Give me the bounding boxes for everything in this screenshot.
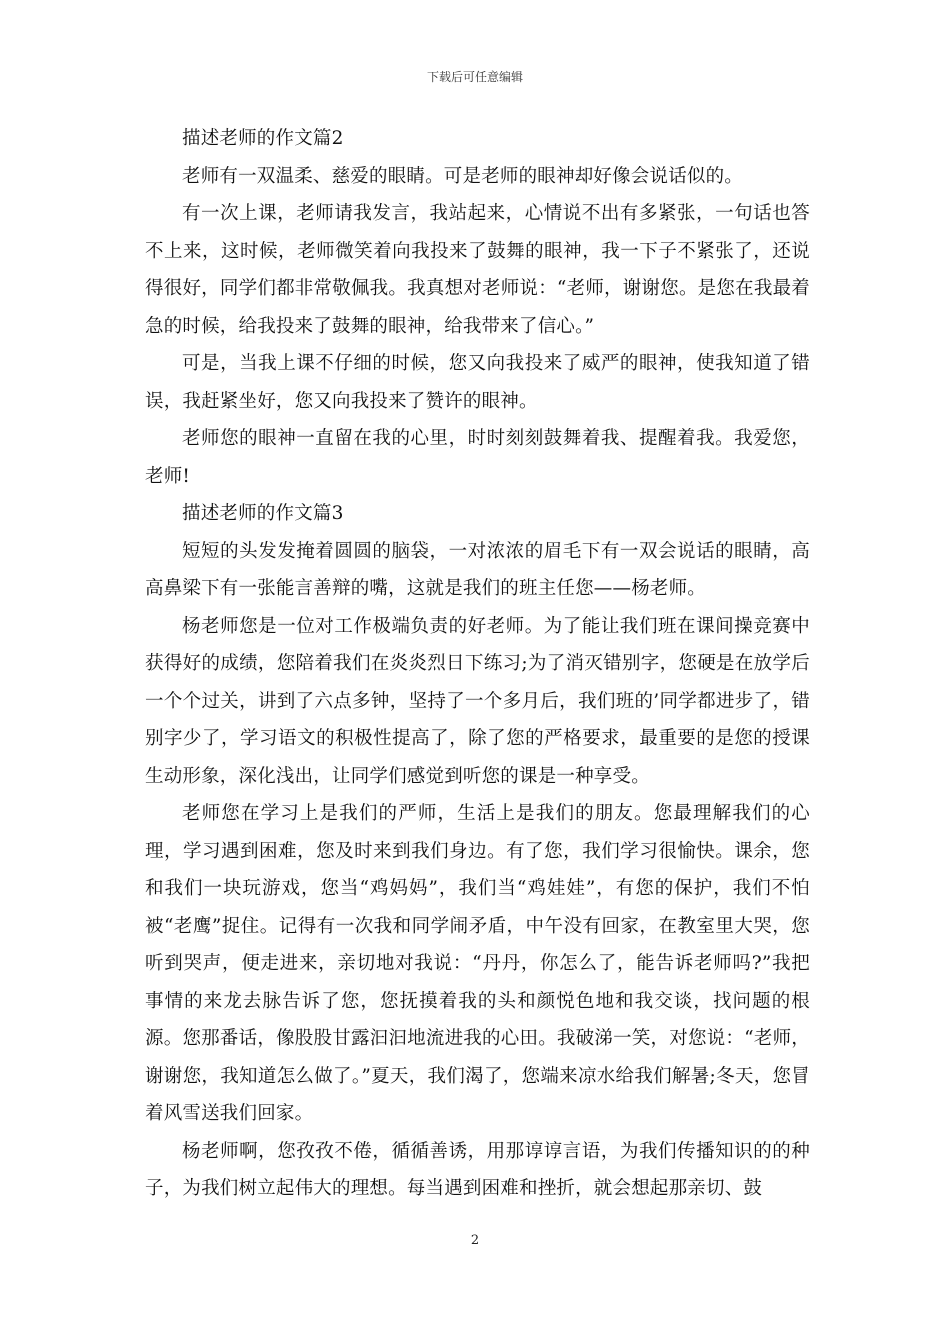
essay-title-3: 描述老师的作文篇3 [182, 503, 344, 524]
page-header-note: 下载后可任意编辑 [426, 70, 523, 84]
paragraph: 有一次上课，老师请我发言，我站起来，心情说不出有多紧张，一句话也答不上来，这时候，老师微笑着向我投来了鼓舞的眼神，我一下子不紧张了，还说得很好，同学们都非常敬佩我。我真想对老师说：“老师，谢谢您。是您在我最着急的时候，给我投来了鼓舞的眼神，给我带来了信心。” [145, 203, 810, 337]
paragraph: 老师您在学习上是我们的严师，生活上是我们的朋友。您最理解我们的心理，学习遇到困难，您及时来到我们身边。有了您，我们学习很愉快。课余，您和我们一块玩游戏，您当“鸡妈妈”，我们当“鸡娃娃”，有您的保护，我们不怕被“老鹰”捉住。记得有一次我和同学闹矛盾，中午没有回家，在教室里大哭，您听到哭声，便走进来，亲切地对我说：“丹丹，你怎么了，能告诉老师吗?”我把事情的来龙去脉告诉了您，您抚摸着我的头和颜悦色地和我交谈，找问题的根源。您那番话，像股股甘露汩汩地流进我的心田。我破涕一笑，对您说：“老师，谢谢您，我知道怎么做了。”夏天，我们渴了，您端来凉水给我们解暑;冬天，您冒着风雪送我们回家。 [145, 803, 810, 1124]
paragraph: 可是，当我上课不仔细的时候，您又向我投来了威严的眼神，使我知道了错误，我赶紧坐好，您又向我投来了赞许的眼神。 [145, 353, 810, 412]
paragraph: 杨老师您是一位对工作极端负责的好老师。为了能让我们班在课间操竞赛中获得好的成绩，您陪着我们在炎炎烈日下练习;为了消灭错别字，您硬是在放学后一个个过关，讲到了六点多钟，坚持了一个多月后，我们班的’同学都进步了，错别字少了，学习语文的积极性提高了，除了您的严格要求，最重要的是您的授课生动形象，深化浅出，让同学们感觉到听您的课是一种享受。 [145, 615, 810, 787]
essay-title-2: 描述老师的作文篇2 [182, 128, 344, 149]
paragraph: 短短的头发发掩着圆圆的脑袋，一对浓浓的眉毛下有一双会说话的眼睛，高高鼻梁下有一张能言善辩的嘴，这就是我们的班主任您——杨老师。 [145, 540, 810, 599]
document-body [145, 120, 810, 1208]
paragraph: 老师有一双温柔、慈爱的眼睛。可是老师的眼神却好像会说话似的。 [182, 165, 744, 187]
paragraph: 杨老师啊，您孜孜不倦，循循善诱，用那谆谆言语，为我们传播知识的的种子，为我们树立起伟大的理想。每当遇到困难和挫折，就会想起那亲切、鼓 [145, 1140, 810, 1199]
page-number: 2 [470, 1233, 480, 1248]
paragraph: 老师您的眼神一直留在我的心里，时时刻刻鼓舞着我、提醒着我。我爱您，老师! [145, 428, 810, 487]
